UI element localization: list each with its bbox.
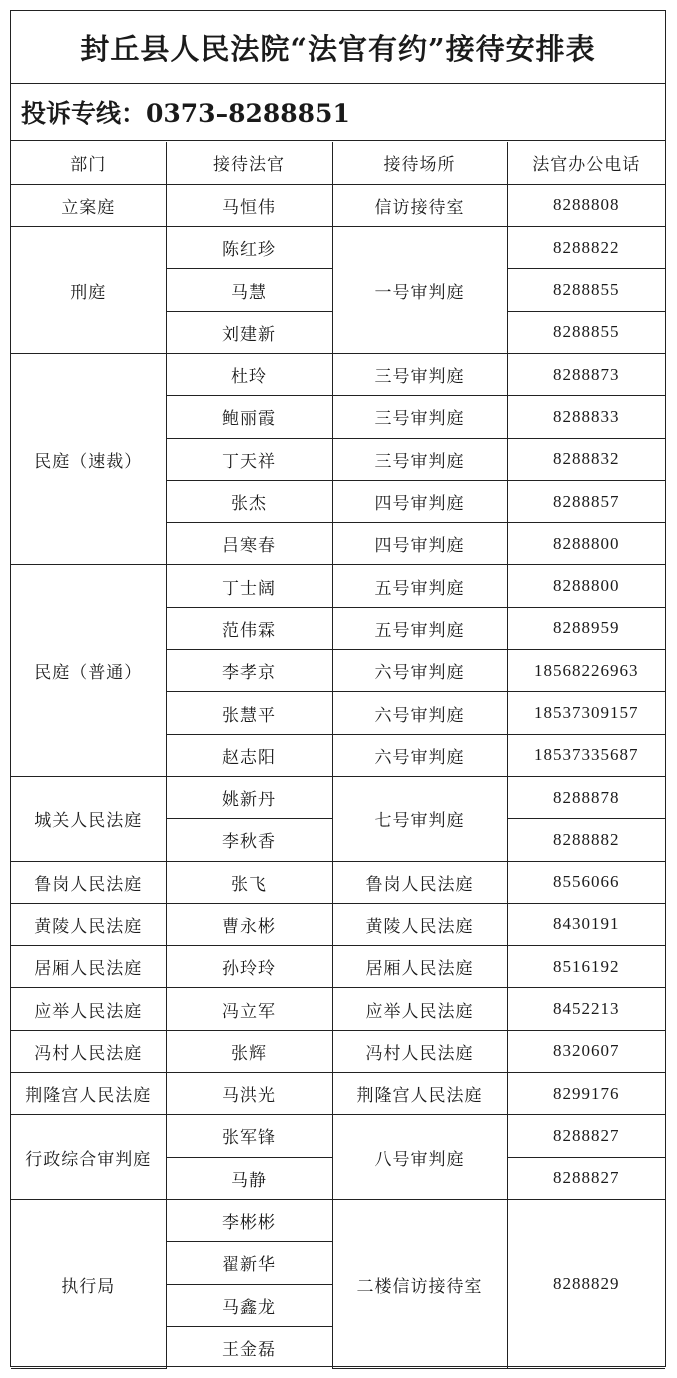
department-cell: 执行局 [11, 1199, 166, 1368]
judge-cell: 孙玲玲 [166, 946, 332, 988]
judge-cell: 马静 [166, 1157, 332, 1199]
table-body [11, 184, 665, 1368]
table-row [11, 353, 665, 395]
column-header-department: 部门 [11, 142, 166, 184]
phone-cell: 8320607 [507, 1030, 665, 1072]
judge-cell: 马慧 [166, 269, 332, 311]
judge-cell: 曹永彬 [166, 903, 332, 945]
column-header-judge: 接待法官 [166, 142, 332, 184]
phone-cell: 18568226963 [507, 650, 665, 692]
venue-cell: 三号审判庭 [332, 353, 507, 395]
table-row [11, 1030, 665, 1072]
phone-cell: 8288855 [507, 269, 665, 311]
department-cell: 应举人民法庭 [11, 988, 166, 1030]
judge-cell: 翟新华 [166, 1242, 332, 1284]
phone-cell: 8288808 [507, 184, 665, 226]
phone-cell: 8516192 [507, 946, 665, 988]
table-row [11, 988, 665, 1030]
judge-cell: 姚新丹 [166, 776, 332, 818]
phone-cell: 8288833 [507, 396, 665, 438]
judge-cell: 李彬彬 [166, 1199, 332, 1241]
department-cell: 居厢人民法庭 [11, 946, 166, 988]
venue-cell: 应举人民法庭 [332, 988, 507, 1030]
table-row [11, 776, 665, 818]
venue-cell: 一号审判庭 [332, 227, 507, 354]
table-header-row [11, 142, 665, 184]
table-row [11, 861, 665, 903]
table-row [11, 903, 665, 945]
phone-cell: 8556066 [507, 861, 665, 903]
phone-cell: 8299176 [507, 1073, 665, 1115]
phone-cell: 8288878 [507, 776, 665, 818]
schedule-sheet [10, 10, 666, 1367]
department-cell: 立案庭 [11, 184, 166, 226]
judge-cell: 冯立军 [166, 988, 332, 1030]
venue-cell: 四号审判庭 [332, 480, 507, 522]
venue-cell: 三号审判庭 [332, 438, 507, 480]
venue-cell: 五号审判庭 [332, 607, 507, 649]
judge-cell: 刘建新 [166, 311, 332, 353]
judge-cell: 张慧平 [166, 692, 332, 734]
table-row [11, 227, 665, 269]
venue-cell: 二楼信访接待室 [332, 1199, 507, 1368]
judge-cell: 范伟霖 [166, 607, 332, 649]
judge-cell: 张辉 [166, 1030, 332, 1072]
judge-cell: 张军锋 [166, 1115, 332, 1157]
judge-cell: 马恒伟 [166, 184, 332, 226]
phone-cell: 18537335687 [507, 734, 665, 776]
phone-cell: 8288857 [507, 480, 665, 522]
phone-cell: 8288827 [507, 1157, 665, 1199]
department-cell: 冯村人民法庭 [11, 1030, 166, 1072]
venue-cell: 信访接待室 [332, 184, 507, 226]
judge-cell: 李秋香 [166, 819, 332, 861]
phone-cell: 8288800 [507, 565, 665, 607]
judge-cell: 丁天祥 [166, 438, 332, 480]
phone-cell: 8288855 [507, 311, 665, 353]
table-row [11, 184, 665, 226]
judge-cell: 张飞 [166, 861, 332, 903]
phone-cell: 8288800 [507, 523, 665, 565]
page-title: 封丘县人民法院“法官有约”接待安排表 [11, 11, 665, 84]
phone-cell: 8288832 [507, 438, 665, 480]
table-row [11, 1199, 665, 1241]
venue-cell: 冯村人民法庭 [332, 1030, 507, 1072]
judge-cell: 马鑫龙 [166, 1284, 332, 1326]
department-cell: 鲁岗人民法庭 [11, 861, 166, 903]
table-row [11, 565, 665, 607]
venue-cell: 五号审判庭 [332, 565, 507, 607]
venue-cell: 四号审判庭 [332, 523, 507, 565]
judge-cell: 李孝京 [166, 650, 332, 692]
department-cell: 行政综合审判庭 [11, 1115, 166, 1200]
column-header-phone: 法官办公电话 [507, 142, 665, 184]
judge-cell: 鲍丽霞 [166, 396, 332, 438]
judge-cell: 丁士阔 [166, 565, 332, 607]
department-cell: 黄陵人民法庭 [11, 903, 166, 945]
judge-cell: 张杰 [166, 480, 332, 522]
table-row [11, 1073, 665, 1115]
reception-table [11, 142, 665, 1369]
judge-cell: 赵志阳 [166, 734, 332, 776]
phone-cell: 18537309157 [507, 692, 665, 734]
table-row [11, 946, 665, 988]
phone-cell: 8288822 [507, 227, 665, 269]
venue-cell: 荆隆宫人民法庭 [332, 1073, 507, 1115]
venue-cell: 三号审判庭 [332, 396, 507, 438]
phone-cell: 8452213 [507, 988, 665, 1030]
department-cell: 民庭（普通） [11, 565, 166, 776]
table-row [11, 1115, 665, 1157]
venue-cell: 居厢人民法庭 [332, 946, 507, 988]
department-cell: 荆隆宫人民法庭 [11, 1073, 166, 1115]
venue-cell: 六号审判庭 [332, 734, 507, 776]
phone-cell: 8430191 [507, 903, 665, 945]
venue-cell: 六号审判庭 [332, 650, 507, 692]
venue-cell: 六号审判庭 [332, 692, 507, 734]
judge-cell: 马洪光 [166, 1073, 332, 1115]
venue-cell: 七号审判庭 [332, 776, 507, 861]
venue-cell: 八号审判庭 [332, 1115, 507, 1200]
judge-cell: 吕寒春 [166, 523, 332, 565]
judge-cell: 陈红珍 [166, 227, 332, 269]
phone-cell: 8288882 [507, 819, 665, 861]
judge-cell: 王金磊 [166, 1326, 332, 1368]
column-header-venue: 接待场所 [332, 142, 507, 184]
phone-cell: 8288829 [507, 1199, 665, 1368]
complaint-hotline: 投诉专线：0373–8288851 [11, 83, 665, 141]
phone-cell: 8288959 [507, 607, 665, 649]
judge-cell: 杜玲 [166, 353, 332, 395]
phone-cell: 8288827 [507, 1115, 665, 1157]
phone-cell: 8288873 [507, 353, 665, 395]
venue-cell: 黄陵人民法庭 [332, 903, 507, 945]
department-cell: 民庭（速裁） [11, 353, 166, 564]
department-cell: 城关人民法庭 [11, 776, 166, 861]
venue-cell: 鲁岗人民法庭 [332, 861, 507, 903]
department-cell: 刑庭 [11, 227, 166, 354]
